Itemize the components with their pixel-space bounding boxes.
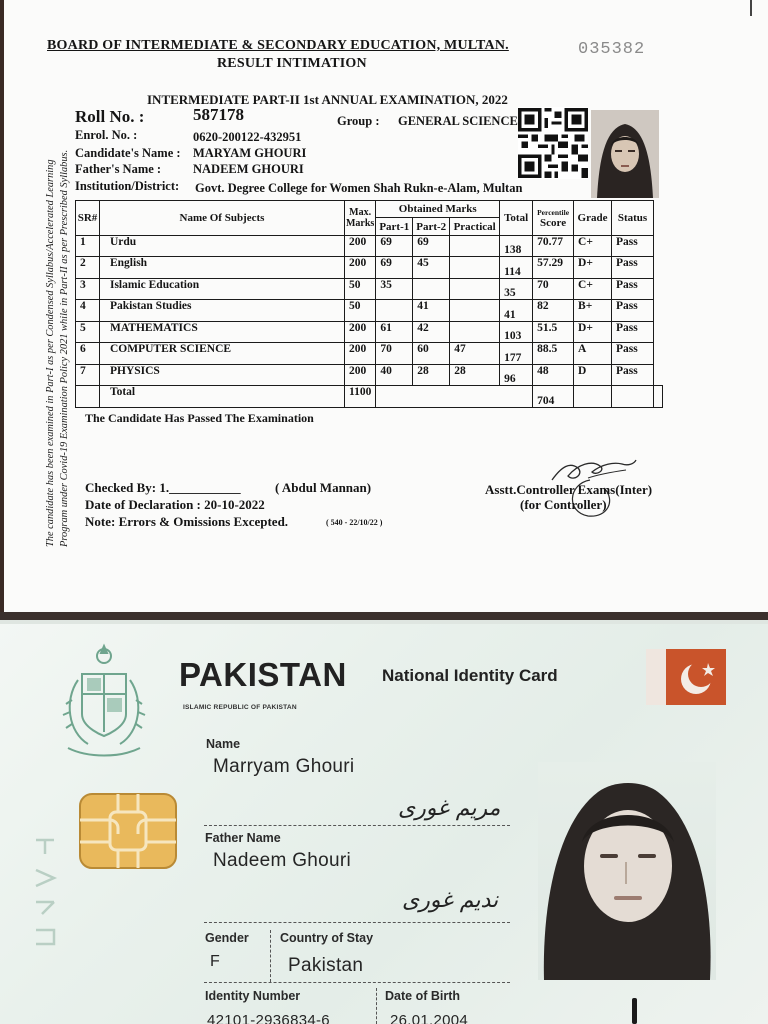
card-father-label: Father Name: [205, 831, 281, 845]
status-cell: Pass: [612, 300, 654, 322]
group-value: GENERAL SCIENCE: [398, 114, 518, 128]
practical-cell: [450, 235, 500, 257]
practical-cell: [450, 300, 500, 322]
part1-cell: 61: [376, 321, 413, 343]
header-part1: Part-1: [376, 218, 413, 235]
name-value: Marryam Ghouri: [213, 756, 355, 777]
assistant-controller: Asstt.Controller Exams(Inter): [485, 482, 653, 497]
card-vertical-divider-2: [376, 988, 377, 1024]
total-pct-cell: [574, 386, 612, 408]
max-marks-cell: 200: [344, 321, 375, 343]
subject-cell: English: [99, 257, 344, 279]
part1-cell: 35: [376, 278, 413, 300]
section-divider: [0, 612, 768, 620]
pass-statement: The Candidate Has Passed The Examination: [85, 411, 314, 425]
date-of-birth-label: Date of Birth: [385, 989, 460, 1003]
practical-cell: [450, 278, 500, 300]
total-cell: 96: [500, 364, 533, 386]
total-label: Total: [99, 386, 344, 408]
max-marks-cell: 200: [344, 364, 375, 386]
grade-cell: C+: [574, 278, 612, 300]
practical-cell: [450, 257, 500, 279]
sr-cell: 1: [76, 235, 100, 257]
pakistan-flag-icon: [646, 649, 726, 705]
country-of-stay-label: Country of Stay: [280, 931, 374, 945]
sr-cell: 5: [76, 321, 100, 343]
practical-cell: [450, 321, 500, 343]
grade-cell: A: [574, 343, 612, 365]
score-cell: 82: [533, 300, 574, 322]
table-row: [76, 364, 663, 386]
max-marks-cell: 200: [344, 257, 375, 279]
date-of-birth-value: 26.01.2004: [390, 1012, 469, 1024]
checked-by-name: ( Abdul Mannan): [275, 480, 372, 495]
subject-cell: COMPUTER SCIENCE: [99, 343, 344, 365]
status-cell: Pass: [612, 321, 654, 343]
header-grade: Grade: [574, 201, 612, 236]
total-status-cell: [654, 386, 663, 408]
card-top-edge: [0, 620, 768, 624]
side-note-line-1: The candidate has been examined in Part-I as per Condensed Syllabus/Accelerated Learning: [45, 159, 56, 547]
score-cell: 70: [533, 278, 574, 300]
name-label: Name: [206, 737, 241, 751]
card-divider-3: [204, 982, 510, 983]
board-subtitle: RESULT INTIMATION: [217, 56, 367, 71]
part2-cell: 42: [413, 321, 450, 343]
status-cell: Pass: [612, 343, 654, 365]
student-photo: [591, 110, 659, 198]
score-cell: 88.5: [533, 343, 574, 365]
total-cell: 114: [500, 257, 533, 279]
header-obtained: Obtained Marks: [376, 201, 500, 218]
header-percentile: [533, 201, 574, 236]
part2-cell: 28: [413, 364, 450, 386]
card-republic: ISLAMIC REPUBLIC OF PAKISTAN: [183, 704, 297, 711]
reference-code: ( 540 - 22/10/22 ): [326, 518, 383, 527]
header-sr: SR#: [76, 201, 100, 236]
max-marks-cell: 200: [344, 235, 375, 257]
group-label: Group :: [337, 114, 380, 128]
part2-cell: 41: [413, 300, 450, 322]
card-divider-2: [204, 922, 510, 923]
for-controller: (for Controller): [520, 497, 607, 512]
state-emblem-icon: [58, 640, 150, 762]
sr-cell: 7: [76, 364, 100, 386]
sr-cell: 6: [76, 343, 100, 365]
header-part2: Part-2: [413, 218, 450, 235]
table-row: [76, 343, 663, 365]
identity-number-value: 42101-2936834-6: [207, 1012, 330, 1024]
total-obtained: 704: [533, 386, 574, 408]
card-divider-1: [204, 825, 510, 826]
total-max: 1100: [344, 386, 375, 408]
status-cell: Pass: [612, 364, 654, 386]
sr-cell: 2: [76, 257, 100, 279]
roll-number-label: Roll No. :: [75, 107, 145, 126]
total-cell: 35: [500, 278, 533, 300]
institution-label: Institution/District:: [75, 179, 180, 193]
score-cell: 51.5: [533, 321, 574, 343]
card-holder-photo: [538, 762, 716, 980]
card-vertical-divider-1: [270, 930, 271, 982]
card-country: PAKISTAN: [179, 656, 347, 693]
enrolment-value: 0620-200122-432951: [193, 130, 302, 144]
grade-cell: C+: [574, 235, 612, 257]
practical-cell: 28: [450, 364, 500, 386]
total-grade-cell: [612, 386, 654, 408]
card-side-watermark: [26, 830, 66, 970]
name-urdu: مریم غوری: [398, 796, 501, 821]
subject-cell: Pakistan Studies: [99, 300, 344, 322]
total-row: [76, 386, 663, 408]
header-pct-line2: Score: [540, 216, 567, 229]
table-row: [76, 257, 663, 279]
sr-cell: 4: [76, 300, 100, 322]
practical-cell: 47: [450, 343, 500, 365]
subject-cell: PHYSICS: [99, 364, 344, 386]
status-cell: Pass: [612, 235, 654, 257]
part1-cell: 40: [376, 364, 413, 386]
sr-cell: 3: [76, 278, 100, 300]
marks-table: [75, 200, 663, 408]
roll-number-value: 587178: [193, 105, 244, 124]
table-row: [76, 321, 663, 343]
max-marks-cell: 50: [344, 278, 375, 300]
header-total: Total: [500, 201, 533, 236]
total-sr-cell: [76, 386, 100, 408]
marks-body: [76, 235, 663, 386]
header-practical: Practical: [450, 218, 500, 235]
score-cell: 70.77: [533, 235, 574, 257]
score-cell: 57.29: [533, 257, 574, 279]
sheet-left-edge: [0, 0, 4, 612]
grade-cell: D+: [574, 321, 612, 343]
max-marks-cell: 200: [344, 343, 375, 365]
smart-chip-icon: [79, 793, 177, 869]
candidate-name-value: MARYAM GHOURI: [193, 146, 307, 160]
header-subject: Name Of Subjects: [99, 201, 344, 236]
gender-value: F: [210, 953, 221, 970]
checked-by: Checked By: 1.___________: [85, 480, 241, 495]
exam-title: INTERMEDIATE PART-II 1st ANNUAL EXAMINATION, 2022: [147, 92, 508, 107]
declaration-date: Date of Declaration : 20-10-2022: [85, 497, 265, 512]
grade-cell: D: [574, 364, 612, 386]
max-marks-cell: 50: [344, 300, 375, 322]
card-title: National Identity Card: [382, 666, 558, 685]
part2-cell: 69: [413, 235, 450, 257]
qr-code: [518, 107, 588, 179]
identity-number-label: Identity Number: [205, 989, 301, 1003]
national-identity-card: [0, 620, 768, 1024]
header-max-marks: [344, 201, 375, 236]
subject-cell: Islamic Education: [99, 278, 344, 300]
header-pct-line1: Percentile: [537, 207, 570, 217]
grade-cell: B+: [574, 300, 612, 322]
score-cell: 48: [533, 364, 574, 386]
header-max-line1: Max.: [349, 206, 372, 218]
total-cell: 41: [500, 300, 533, 322]
part1-cell: 69: [376, 257, 413, 279]
father-name-label: Father's Name :: [75, 162, 162, 176]
father-name-value: NADEEM GHOURI: [193, 162, 304, 176]
gender-label: Gender: [205, 931, 249, 945]
table-row: [76, 278, 663, 300]
total-cell: 103: [500, 321, 533, 343]
errors-note: Note: Errors & Omissions Excepted.: [85, 514, 289, 529]
total-cell: 138: [500, 235, 533, 257]
total-cell: 177: [500, 343, 533, 365]
part2-cell: 60: [413, 343, 450, 365]
part1-cell: [376, 300, 413, 322]
country-of-stay-value: Pakistan: [288, 955, 364, 976]
side-note: [36, 92, 76, 547]
part1-cell: 70: [376, 343, 413, 365]
part2-cell: [413, 278, 450, 300]
subject-cell: Urdu: [99, 235, 344, 257]
part1-cell: 69: [376, 235, 413, 257]
header-max-line2: Marks: [345, 217, 375, 229]
status-cell: Pass: [612, 278, 654, 300]
table-row: [76, 300, 663, 322]
serial-number: 035382: [578, 40, 646, 59]
grade-cell: D+: [574, 257, 612, 279]
side-note-line-2: Program under Covid-19 Examination Policy 2021 while in Part-II as per Prescribed Syllabus.: [59, 149, 70, 547]
page-mark: [750, 0, 752, 16]
board-title: BOARD OF INTERMEDIATE & SECONDARY EDUCATION, MULTAN.: [47, 38, 509, 53]
card-mark: [632, 998, 637, 1024]
table-row: [76, 235, 663, 257]
table-header-row: [76, 201, 663, 218]
part2-cell: 45: [413, 257, 450, 279]
header-status: Status: [612, 201, 654, 236]
subject-cell: MATHEMATICS: [99, 321, 344, 343]
candidate-name-label: Candidate's Name :: [75, 146, 181, 160]
enrolment-label: Enrol. No. :: [75, 128, 138, 142]
card-father-value: Nadeem Ghouri: [213, 850, 352, 871]
status-cell: Pass: [612, 257, 654, 279]
total-empty-cell: [376, 386, 533, 408]
father-name-urdu: ندیم غوری: [402, 888, 499, 913]
institution-value: Govt. Degree College for Women Shah Rukn-e-Alam, Multan: [195, 181, 523, 195]
